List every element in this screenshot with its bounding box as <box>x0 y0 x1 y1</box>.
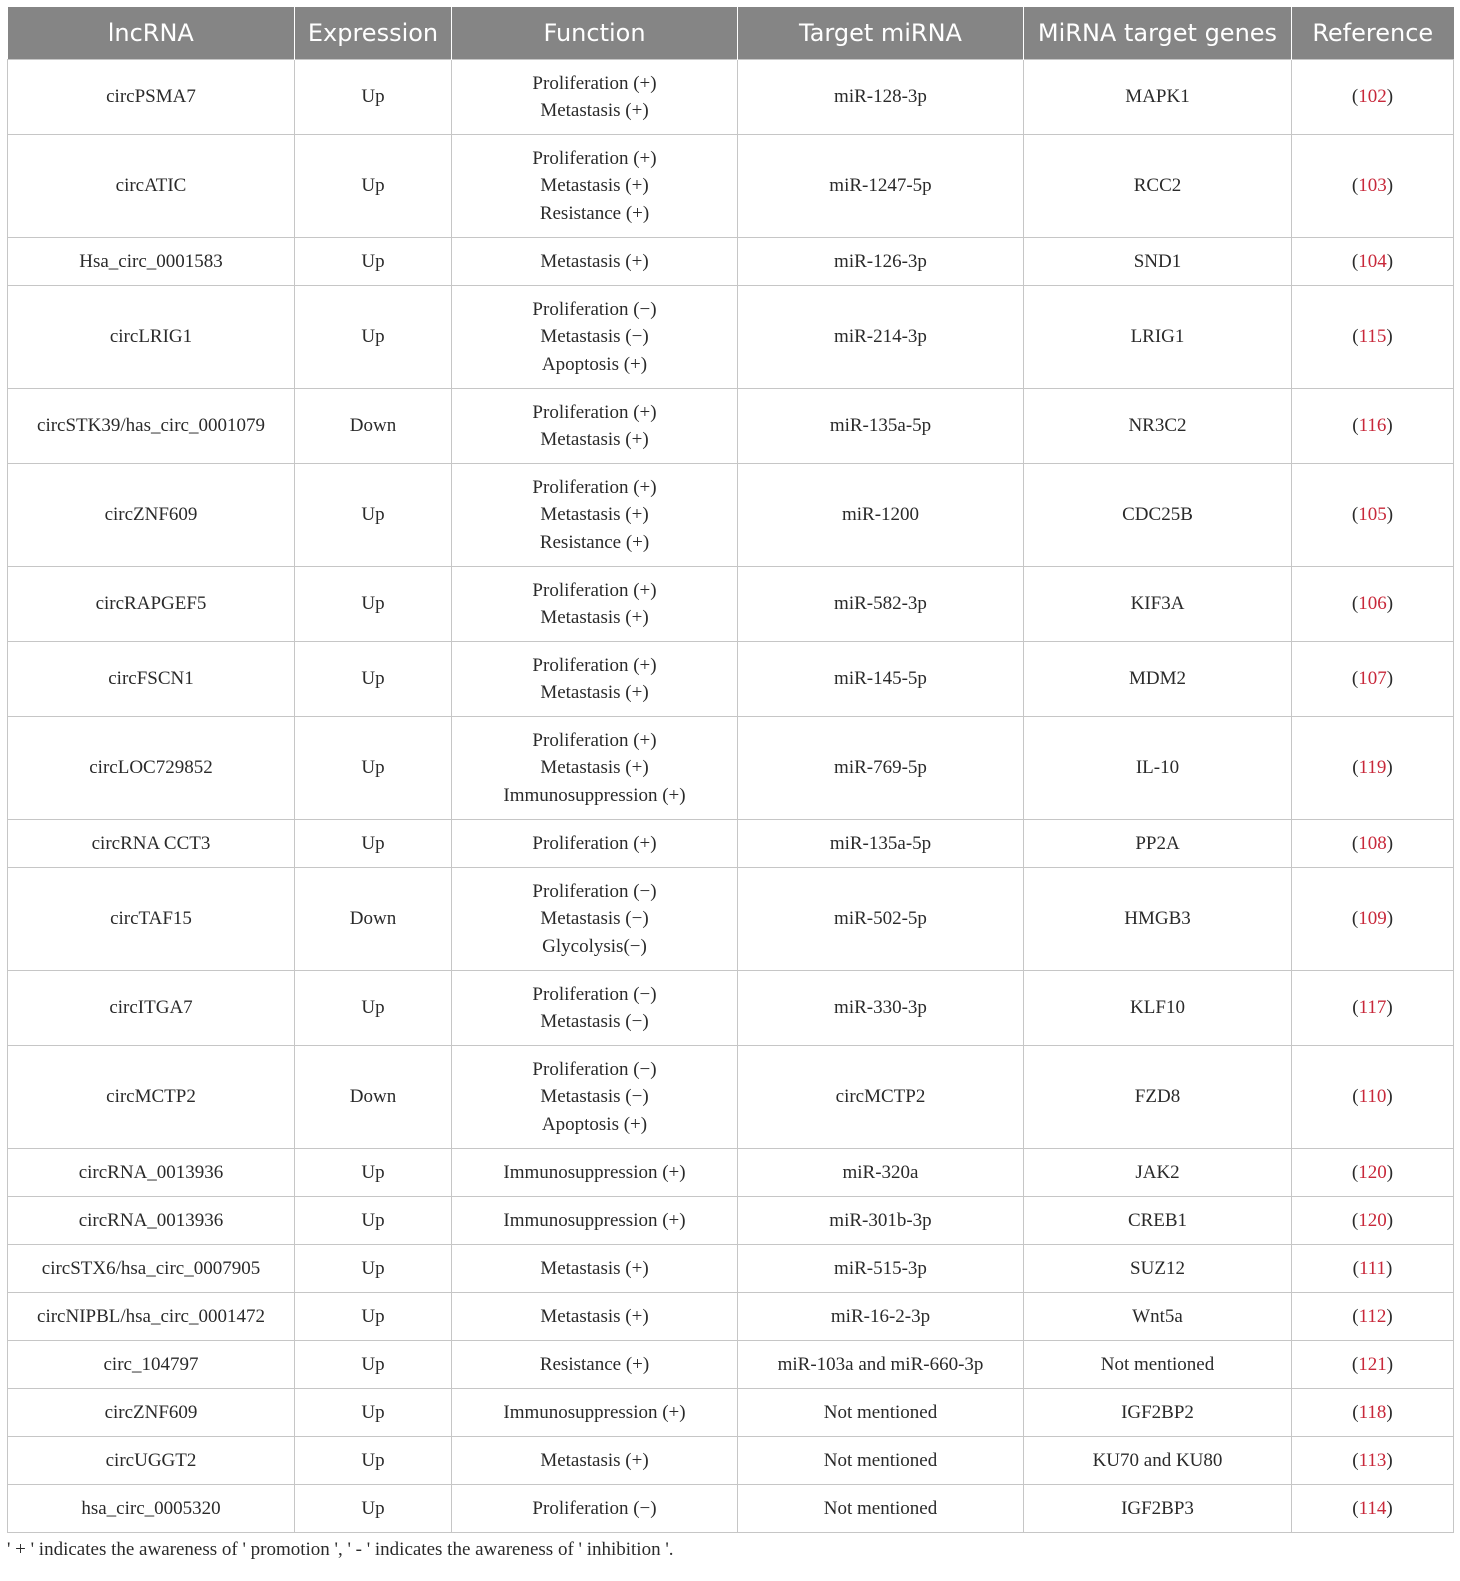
function-line: Proliferation (−) <box>532 983 657 1005</box>
target-genes-cell: SND1 <box>1024 238 1292 286</box>
function-cell <box>452 464 738 567</box>
header-mirna-target-genes: MiRNA target genes <box>1024 7 1292 60</box>
table-row <box>8 567 1454 642</box>
function-line: Metastasis (+) <box>540 100 649 121</box>
target-genes-cell: MDM2 <box>1024 642 1292 717</box>
function-line: Metastasis (−) <box>540 908 649 930</box>
function-line: Metastasis (+) <box>540 1257 649 1279</box>
table-row <box>8 717 1454 820</box>
reference-cell: (115) <box>1292 286 1454 389</box>
function-line: Metastasis (+) <box>540 757 649 779</box>
circrna-name-cell: hsa_circ_0005320 <box>8 1485 295 1533</box>
function-line: Metastasis (+) <box>540 504 649 526</box>
table-footnote: ' + ' indicates the awareness of ' promotion ', ' - ' indicates the awareness of ' inhibition '. <box>7 1539 674 1560</box>
reference-cell: (112) <box>1292 1293 1454 1341</box>
reference-link[interactable]: 110 <box>1358 1086 1387 1108</box>
function-cell <box>452 820 738 868</box>
header-function: Function <box>452 7 738 60</box>
function-cell <box>452 1245 738 1293</box>
table-row <box>8 389 1454 464</box>
function-line: Proliferation (+) <box>532 401 657 423</box>
function-line: Apoptosis (+) <box>541 353 648 375</box>
reference-cell: (117) <box>1292 971 1454 1046</box>
function-line: Proliferation (+) <box>532 147 657 169</box>
function-line: Proliferation (−) <box>532 1497 657 1519</box>
reference-cell: (121) <box>1292 1341 1454 1389</box>
function-cell <box>452 286 738 389</box>
target-mirna-cell: miR-135a-5p <box>738 389 1024 464</box>
function-cell <box>452 60 738 135</box>
table-row <box>8 1149 1454 1197</box>
function-line: Metastasis (−) <box>540 1086 649 1108</box>
circrna-table <box>7 7 1454 1533</box>
circrna-name-cell: circZNF609 <box>8 1389 295 1437</box>
target-mirna-cell: miR-103a and miR-660-3p <box>738 1341 1024 1389</box>
function-line: Metastasis (−) <box>540 1011 649 1032</box>
expression-cell: Up <box>295 820 452 868</box>
function-cell <box>452 1341 738 1389</box>
target-genes-cell: NR3C2 <box>1024 389 1292 464</box>
table-row <box>8 971 1454 1046</box>
function-line: Proliferation (−) <box>532 298 657 320</box>
circrna-name-cell: circRNA CCT3 <box>8 820 295 868</box>
reference-link[interactable]: 120 <box>1358 1209 1387 1231</box>
circrna-name-cell: circLOC729852 <box>8 717 295 820</box>
circrna-name-cell: circTAF15 <box>8 868 295 971</box>
table-row <box>8 135 1454 238</box>
reference-cell: (113) <box>1292 1437 1454 1485</box>
circrna-name-cell: circSTX6/hsa_circ_0007905 <box>8 1245 295 1293</box>
expression-cell: Up <box>295 642 452 717</box>
target-mirna-cell: Not mentioned <box>738 1437 1024 1485</box>
expression-cell: Up <box>295 238 452 286</box>
circrna-name-cell: circRNA_0013936 <box>8 1197 295 1245</box>
circrna-name-cell: circPSMA7 <box>8 60 295 135</box>
expression-cell: Up <box>295 135 452 238</box>
target-mirna-cell: Not mentioned <box>738 1389 1024 1437</box>
function-line: Proliferation (+) <box>532 832 657 854</box>
function-line: Metastasis (+) <box>540 1449 649 1471</box>
expression-cell: Up <box>295 1485 452 1533</box>
circrna-name-cell: circATIC <box>8 135 295 238</box>
expression-cell: Down <box>295 1046 452 1149</box>
expression-cell: Up <box>295 1197 452 1245</box>
expression-cell: Up <box>295 286 452 389</box>
reference-cell: (109) <box>1292 868 1454 971</box>
function-line: Immunosuppression (+) <box>503 1161 686 1183</box>
target-genes-cell: KU70 and KU80 <box>1024 1437 1292 1485</box>
header-target-mirna: Target miRNA <box>738 7 1024 60</box>
reference-cell: (114) <box>1292 1485 1454 1533</box>
circrna-name-cell: circZNF609 <box>8 464 295 567</box>
function-line: Resistance (+) <box>539 1353 650 1375</box>
reference-cell: (102) <box>1292 60 1454 135</box>
function-line: Metastasis (+) <box>540 175 649 197</box>
target-genes-cell: IGF2BP3 <box>1024 1485 1292 1533</box>
function-line: Metastasis (−) <box>540 326 649 348</box>
function-cell <box>452 135 738 238</box>
function-line: Proliferation (−) <box>532 880 657 902</box>
reference-link[interactable]: 109 <box>1358 908 1387 930</box>
reference-cell: (116) <box>1292 389 1454 464</box>
expression-cell: Up <box>295 971 452 1046</box>
function-cell <box>452 971 738 1046</box>
reference-link[interactable]: 114 <box>1358 1497 1387 1519</box>
target-genes-cell: IGF2BP2 <box>1024 1389 1292 1437</box>
target-genes-cell: SUZ12 <box>1024 1245 1292 1293</box>
reference-cell: (108) <box>1292 820 1454 868</box>
reference-link[interactable]: 112 <box>1358 1305 1387 1327</box>
reference-cell: (120) <box>1292 1149 1454 1197</box>
table-row <box>8 1437 1454 1485</box>
function-cell <box>452 238 738 286</box>
reference-link[interactable]: 111 <box>1358 1257 1387 1279</box>
target-mirna-cell: miR-301b-3p <box>738 1197 1024 1245</box>
function-line: Apoptosis (+) <box>541 1113 648 1135</box>
target-mirna-cell: miR-16-2-3p <box>738 1293 1024 1341</box>
reference-cell: (107) <box>1292 642 1454 717</box>
function-cell <box>452 642 738 717</box>
function-line: Metastasis (+) <box>540 682 649 703</box>
target-genes-cell: Wnt5a <box>1024 1293 1292 1341</box>
header-reference: Reference <box>1292 7 1454 60</box>
reference-cell: (120) <box>1292 1197 1454 1245</box>
table-row <box>8 238 1454 286</box>
target-mirna-cell: miR-1247-5p <box>738 135 1024 238</box>
circrna-name-cell: Hsa_circ_0001583 <box>8 238 295 286</box>
function-cell <box>452 868 738 971</box>
reference-link[interactable]: 120 <box>1358 1161 1387 1183</box>
expression-cell: Up <box>295 1341 452 1389</box>
circrna-name-cell: circMCTP2 <box>8 1046 295 1149</box>
reference-link[interactable]: 108 <box>1358 832 1387 854</box>
expression-cell: Down <box>295 389 452 464</box>
table-header-row <box>8 7 1454 60</box>
target-mirna-cell: Not mentioned <box>738 1485 1024 1533</box>
expression-cell: Up <box>295 1149 452 1197</box>
target-mirna-cell: miR-1200 <box>738 464 1024 567</box>
target-mirna-cell: miR-214-3p <box>738 286 1024 389</box>
reference-link[interactable]: 107 <box>1358 668 1387 690</box>
target-mirna-cell: miR-128-3p <box>738 60 1024 135</box>
reference-link[interactable]: 115 <box>1358 326 1387 348</box>
function-cell <box>452 1293 738 1341</box>
target-genes-cell: JAK2 <box>1024 1149 1292 1197</box>
function-line: Immunosuppression (+) <box>503 1401 686 1423</box>
target-genes-cell: CREB1 <box>1024 1197 1292 1245</box>
target-genes-cell: Not mentioned <box>1024 1341 1292 1389</box>
reference-link[interactable]: 113 <box>1358 1449 1387 1471</box>
target-genes-cell: FZD8 <box>1024 1046 1292 1149</box>
function-line: Metastasis (+) <box>540 1305 649 1327</box>
reference-link[interactable]: 119 <box>1358 757 1387 779</box>
circrna-name-cell: circUGGT2 <box>8 1437 295 1485</box>
reference-link[interactable]: 116 <box>1358 415 1387 437</box>
function-cell <box>452 1485 738 1533</box>
function-line: Immunosuppression (+) <box>503 1209 686 1231</box>
reference-link[interactable]: 117 <box>1358 997 1387 1019</box>
target-mirna-cell: miR-126-3p <box>738 238 1024 286</box>
reference-link[interactable]: 103 <box>1358 175 1387 197</box>
table-row <box>8 1389 1454 1437</box>
circrna-name-cell: circSTK39/has_circ_0001079 <box>8 389 295 464</box>
function-line: Proliferation (+) <box>532 476 657 498</box>
function-line: Resistance (+) <box>539 531 650 553</box>
reference-cell: (118) <box>1292 1389 1454 1437</box>
table-row <box>8 1341 1454 1389</box>
circrna-name-cell: circFSCN1 <box>8 642 295 717</box>
table-row <box>8 642 1454 717</box>
target-genes-cell: RCC2 <box>1024 135 1292 238</box>
reference-link[interactable]: 106 <box>1358 593 1387 615</box>
target-genes-cell: MAPK1 <box>1024 60 1292 135</box>
function-line: Proliferation (+) <box>532 579 657 601</box>
function-line: Resistance (+) <box>539 202 650 224</box>
table-body <box>8 60 1454 1533</box>
reference-cell: (105) <box>1292 464 1454 567</box>
reference-link[interactable]: 121 <box>1358 1353 1387 1375</box>
target-mirna-cell: miR-320a <box>738 1149 1024 1197</box>
table-row <box>8 1245 1454 1293</box>
target-genes-cell: PP2A <box>1024 820 1292 868</box>
reference-cell: (119) <box>1292 717 1454 820</box>
function-cell <box>452 717 738 820</box>
target-mirna-cell: miR-135a-5p <box>738 820 1024 868</box>
target-mirna-cell: circMCTP2 <box>738 1046 1024 1149</box>
target-genes-cell: LRIG1 <box>1024 286 1292 389</box>
expression-cell: Up <box>295 717 452 820</box>
function-line: Glycolysis(−) <box>542 935 647 957</box>
circrna-name-cell: circNIPBL/hsa_circ_0001472 <box>8 1293 295 1341</box>
reference-link[interactable]: 102 <box>1358 86 1387 108</box>
header-lncrna: lncRNA <box>8 7 295 60</box>
function-cell <box>452 1197 738 1245</box>
target-mirna-cell: miR-515-3p <box>738 1245 1024 1293</box>
target-genes-cell: IL-10 <box>1024 717 1292 820</box>
header-expression: Expression <box>295 7 452 60</box>
reference-cell: (106) <box>1292 567 1454 642</box>
target-genes-cell: KIF3A <box>1024 567 1292 642</box>
reference-cell: (103) <box>1292 135 1454 238</box>
function-line: Proliferation (+) <box>532 654 657 676</box>
reference-cell: (104) <box>1292 238 1454 286</box>
function-line: Metastasis (+) <box>540 607 649 628</box>
table-row <box>8 820 1454 868</box>
target-mirna-cell: miR-502-5p <box>738 868 1024 971</box>
target-genes-cell: KLF10 <box>1024 971 1292 1046</box>
function-cell <box>452 1437 738 1485</box>
function-cell <box>452 1389 738 1437</box>
function-cell <box>452 389 738 464</box>
expression-cell: Down <box>295 868 452 971</box>
function-line: Immunosuppression (+) <box>503 784 686 806</box>
target-mirna-cell: miR-145-5p <box>738 642 1024 717</box>
function-line: Proliferation (+) <box>532 72 657 94</box>
target-mirna-cell: miR-769-5p <box>738 717 1024 820</box>
function-line: Proliferation (−) <box>532 1058 657 1080</box>
reference-cell: (111) <box>1292 1245 1454 1293</box>
circrna-name-cell: circ_104797 <box>8 1341 295 1389</box>
function-line: Proliferation (+) <box>532 729 657 751</box>
table-row <box>8 1293 1454 1341</box>
expression-cell: Up <box>295 1389 452 1437</box>
target-mirna-cell: miR-582-3p <box>738 567 1024 642</box>
table-row <box>8 1197 1454 1245</box>
target-genes-cell: CDC25B <box>1024 464 1292 567</box>
expression-cell: Up <box>295 464 452 567</box>
reference-link[interactable]: 104 <box>1358 250 1387 272</box>
table-row <box>8 1485 1454 1533</box>
table-row <box>8 60 1454 135</box>
expression-cell: Up <box>295 1437 452 1485</box>
reference-link[interactable]: 118 <box>1358 1401 1387 1423</box>
table-row <box>8 868 1454 971</box>
table-row <box>8 464 1454 567</box>
expression-cell: Up <box>295 60 452 135</box>
target-genes-cell: HMGB3 <box>1024 868 1292 971</box>
circrna-name-cell: circRAPGEF5 <box>8 567 295 642</box>
function-cell <box>452 1046 738 1149</box>
circrna-name-cell: circRNA_0013936 <box>8 1149 295 1197</box>
reference-cell: (110) <box>1292 1046 1454 1149</box>
target-mirna-cell: miR-330-3p <box>738 971 1024 1046</box>
expression-cell: Up <box>295 1245 452 1293</box>
table-row <box>8 1046 1454 1149</box>
circrna-name-cell: circLRIG1 <box>8 286 295 389</box>
expression-cell: Up <box>295 567 452 642</box>
table-row <box>8 286 1454 389</box>
function-cell <box>452 1149 738 1197</box>
function-line: Metastasis (+) <box>540 250 649 272</box>
reference-link[interactable]: 105 <box>1358 504 1387 526</box>
function-line: Metastasis (+) <box>540 429 649 450</box>
function-cell <box>452 567 738 642</box>
circrna-name-cell: circITGA7 <box>8 971 295 1046</box>
expression-cell: Up <box>295 1293 452 1341</box>
